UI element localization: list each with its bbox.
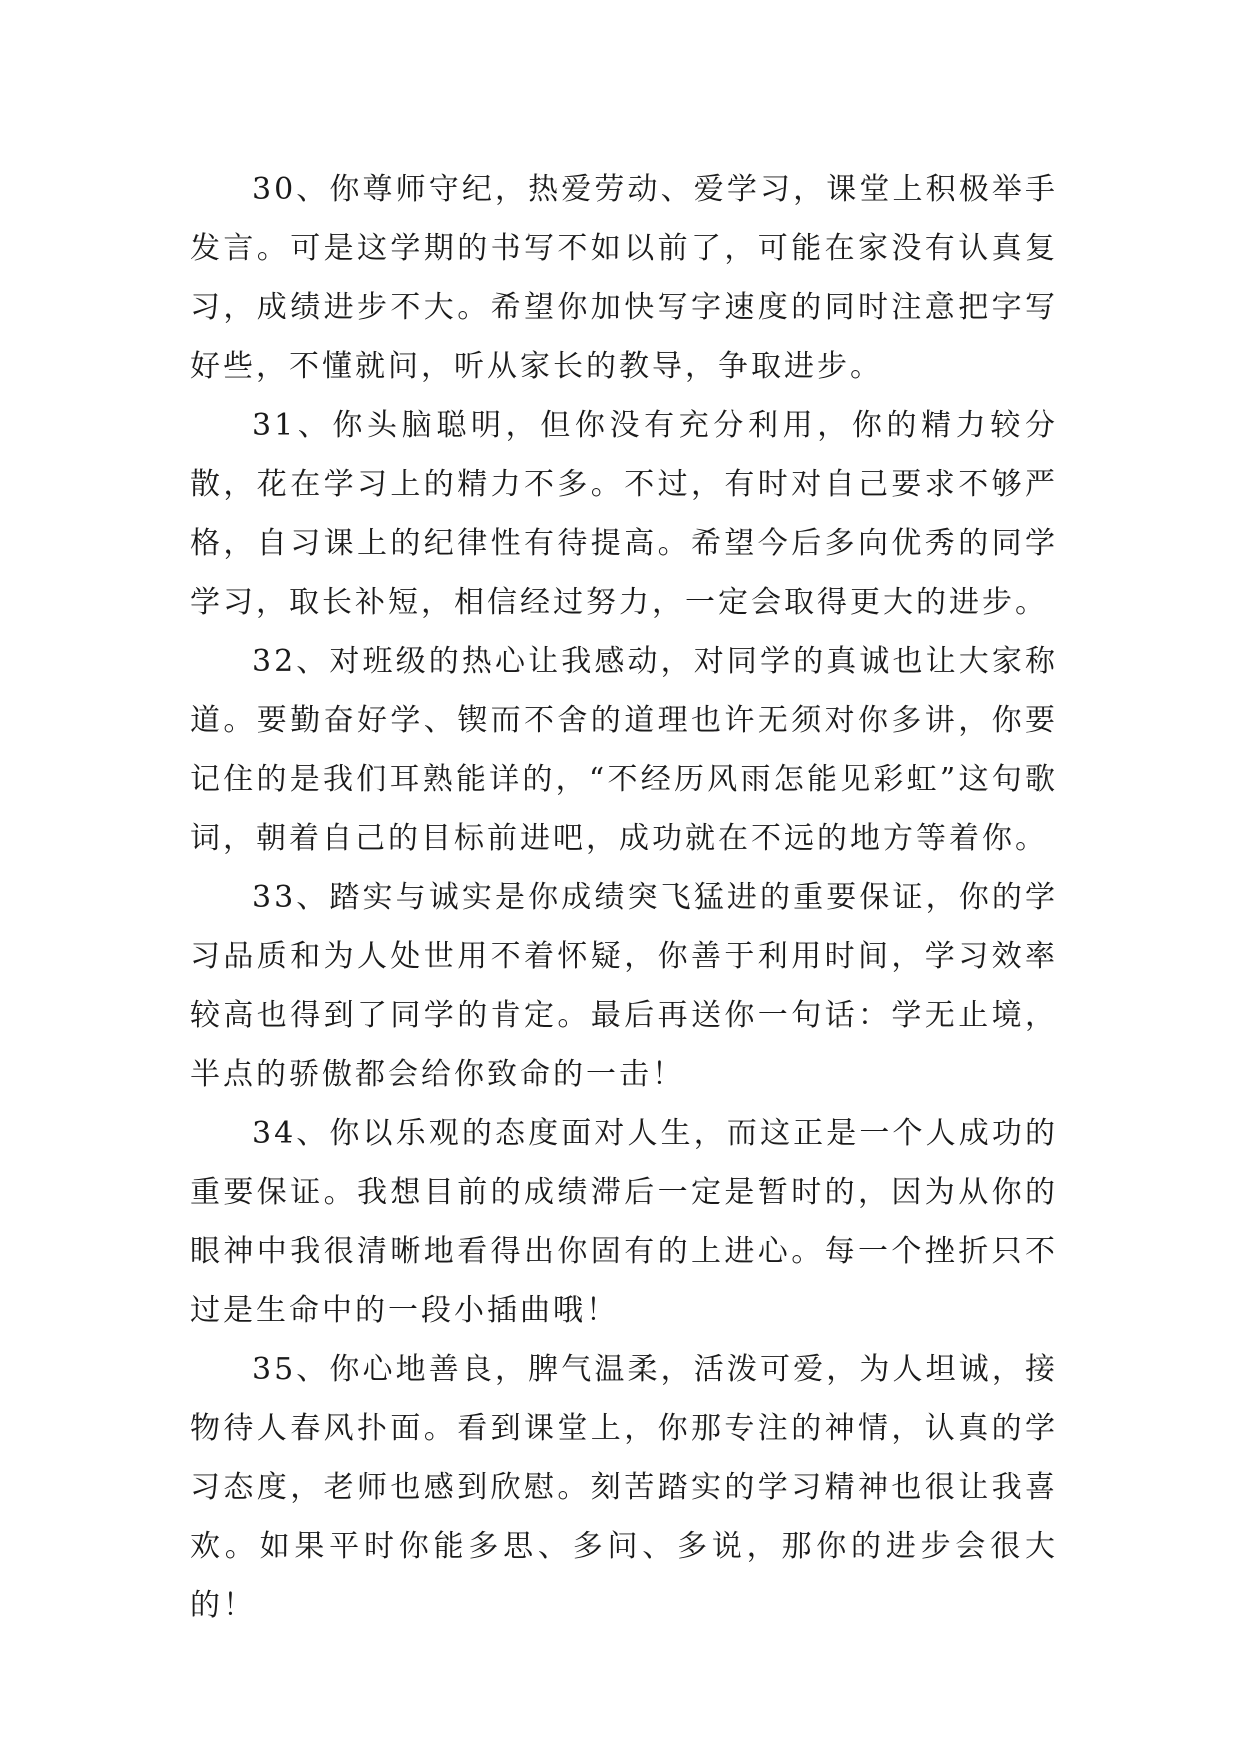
comment-paragraph-34: 34、你以乐观的态度面对人生，而这正是一个人成功的重要保证。我想目前的成绩滞后一定是暂时的，因为从你的眼神中我很清晰地看得出你固有的上进心。每一个挫折只不过是生命中的一段小插曲哦！ — [190, 1116, 1058, 1328]
comment-paragraph-33: 33、踏实与诚实是你成绩突飞猛进的重要保证，你的学习品质和为人处世用不着怀疑，你善于利用时间，学习效率较高也得到了同学的肯定。最后再送你一句话：学无止境，半点的骄傲都会给你致命的一击！ — [190, 880, 1058, 1092]
comment-paragraph-35: 35、你心地善良，脾气温柔，活泼可爱，为人坦诚，接物待人春风扑面。看到课堂上，你那专注的神情，认真的学习态度，老师也感到欣慰。刻苦踏实的学习精神也很让我喜欢。如果平时你能多思、多问、多说，那你的进步会很大的！ — [190, 1352, 1058, 1623]
comment-paragraph-30: 30、你尊师守纪，热爱劳动、爱学习，课堂上积极举手发言。可是这学期的书写不如以前了，可能在家没有认真复习，成绩进步不大。希望你加快写字速度的同时注意把字写好些，不懂就问，听从家长的教导，争取进步。 — [190, 172, 1058, 384]
document-body — [190, 160, 1058, 1635]
comment-paragraph-32: 32、对班级的热心让我感动，对同学的真诚也让大家称道。要勤奋好学、锲而不舍的道理也许无须对你多讲，你要记住的是我们耳熟能详的，“不经历风雨怎能见彩虹”这句歌词，朝着自己的目标前进吧，成功就在不远的地方等着你。 — [190, 644, 1058, 856]
comment-paragraph-31: 31、你头脑聪明，但你没有充分利用，你的精力较分散，花在学习上的精力不多。不过，有时对自己要求不够严格，自习课上的纪律性有待提高。希望今后多向优秀的同学学习，取长补短，相信经过努力，一定会取得更大的进步。 — [190, 408, 1058, 620]
